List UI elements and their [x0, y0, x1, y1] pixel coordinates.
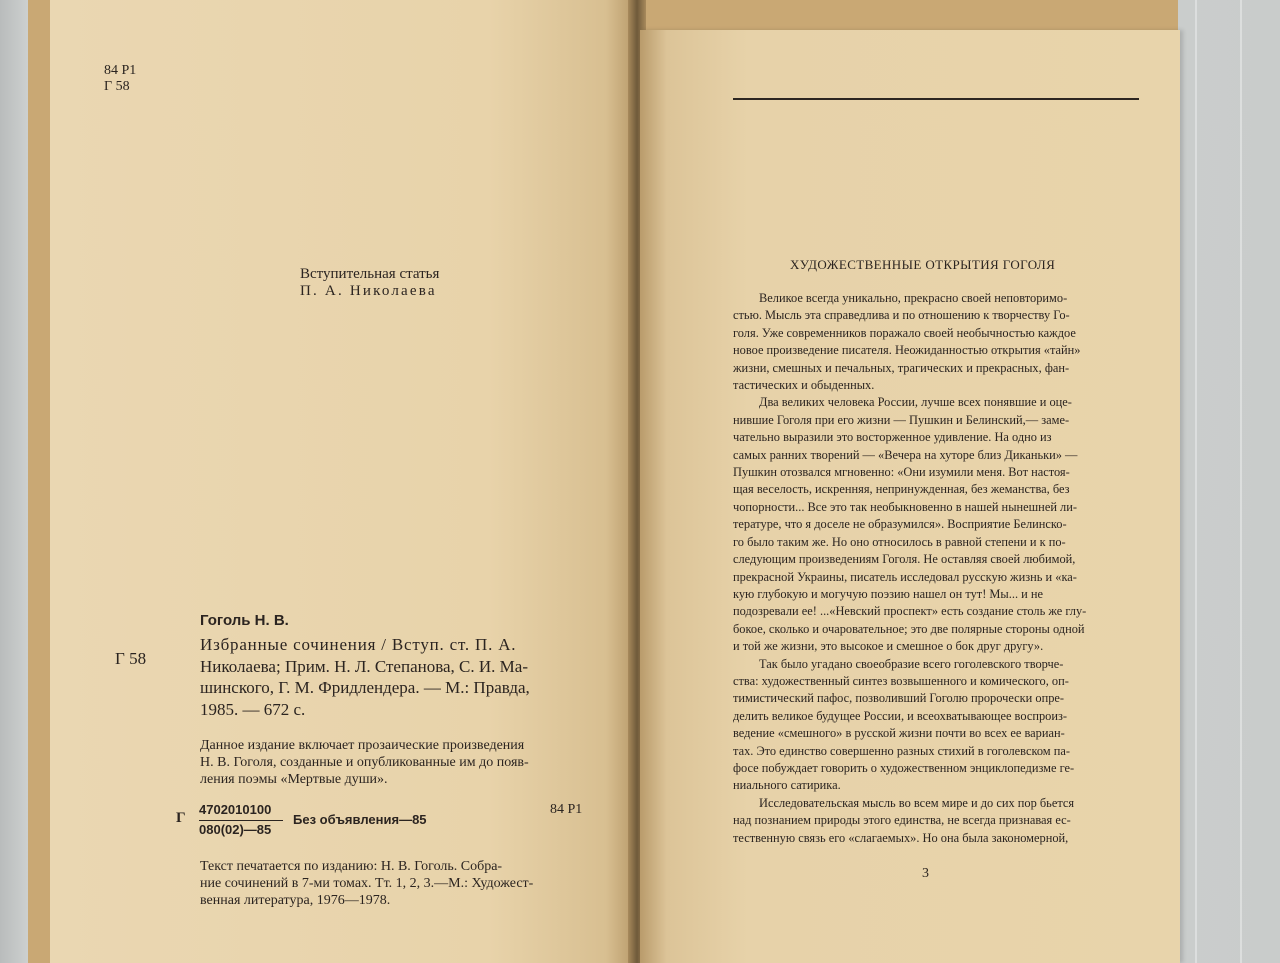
- text-line: новое произведение писателя. Неожиданностью открытия «тайн»: [733, 343, 1081, 358]
- source-note-line: ние сочинений в 7-ми томах. Тт. 1, 2, 3.—М.: Художест-: [200, 876, 534, 891]
- text-line: кую глубокую и могучую поэзию нашел он тут! Мы... и не: [733, 586, 1044, 601]
- index-code: Г 58: [115, 649, 147, 668]
- intro-author: П. А. Николаева: [300, 283, 437, 299]
- text-line: и той же жизни, это высокое и смешное о бок друг другу».: [733, 639, 1044, 654]
- bibliography-line: 1985. — 672 с.: [200, 699, 306, 719]
- annotation-line: ления поэмы «Мертвые души».: [200, 772, 388, 787]
- bibliography-line: Избранные сочинения / Вступ. ст. П. А.: [200, 635, 517, 654]
- text-line: следующим произведениям Гоголя. Не оставляя своей любимой,: [733, 552, 1076, 567]
- text-line: тературе, что я доселе не образумился». Восприятие Белинско-: [733, 517, 1067, 532]
- text-line: самых ранних творений — «Вечера на хуторе близ Диканьки» —: [733, 447, 1078, 462]
- text-line: щая веселость, искренняя, непринужденная, без жеманства, без: [733, 482, 1070, 497]
- text-line: тимистический пафос, позволивший Гоголю пророчески опре-: [733, 691, 1065, 706]
- text-line: Два великих человека России, лучше всех понявшие и оце-: [759, 395, 1072, 410]
- text-line: ведение «смешного» в русской жизни почти во всех ее вариан-: [733, 726, 1065, 741]
- book-author: Гоголь Н. В.: [200, 612, 289, 629]
- page-number: 3: [922, 866, 929, 881]
- source-note: [200, 858, 600, 909]
- text-line: Пушкин отозвался мгновенно: «Они изумили меня. Вот настоя-: [733, 465, 1070, 480]
- text-line: нившие Гоголя при его жизни — Пушкин и Белинский,— заме-: [733, 412, 1070, 427]
- text-line: подозревали ее! ...«Невский проспект» есть создание столь же глу-: [733, 604, 1087, 619]
- text-line: го было таким же. Но оно относилось в равной степени и к по-: [733, 534, 1066, 549]
- body-text: [733, 290, 1145, 847]
- fraction-line: [199, 820, 283, 821]
- class-code-bottom: 84 Р1: [550, 802, 583, 817]
- source-note-line: Текст печатается по изданию: Н. В. Гоголь. Собра-: [200, 859, 503, 874]
- text-line: тастических и обыденных.: [733, 378, 875, 393]
- text-line: прекрасной Украины, писатель исследовал русскую жизнь и «ка-: [733, 569, 1077, 584]
- text-line: бокое, сколько и очаровательное; это две полярные стороны одной: [733, 621, 1085, 636]
- bibliography-line: шинского, Г. М. Фридлендера. — М.: Правда,: [200, 678, 530, 697]
- g-letter: Г: [176, 810, 186, 826]
- text-line: ства: художественный синтез возвышенного и комического, оп-: [733, 673, 1069, 688]
- annotation-line: Н. В. Гоголя, созданные и опубликованные им до появ-: [200, 755, 529, 770]
- annotation: [200, 737, 600, 788]
- header-rule: [733, 98, 1139, 100]
- text-line: стью. Мысль эта справедлива и по отношению к творчеству Го-: [733, 308, 1070, 323]
- text-line: Так было угадано своеобразие всего гоголевского творче-: [759, 656, 1064, 671]
- text-line: чательно выразили это восторженное удивление. На одно из: [733, 430, 1052, 445]
- text-line: тественную связь его «слагаемых». Но она была закономерной,: [733, 830, 1069, 845]
- class-code-top: 84 Р1: [104, 63, 137, 78]
- chapter-heading: ХУДОЖЕСТВЕННЫЕ ОТКРЫТИЯ ГОГОЛЯ: [790, 257, 1056, 272]
- text-line: тах. Это единство совершенно разных стихий в гоголевском па-: [733, 743, 1070, 758]
- bibliography: [200, 634, 595, 720]
- text-line: делить великое будущее России, и всеохватывающее воспроиз-: [733, 708, 1068, 723]
- text-line: голя. Уже современников поражало своей необычностью каждое: [733, 325, 1076, 340]
- text-line: Великое всегда уникально, прекрасно своей неповторимо-: [759, 291, 1068, 305]
- code-denominator: 080(02)—85: [199, 822, 272, 837]
- no-announcement: Без объявления—85: [293, 812, 427, 827]
- intro-title: Вступительная статья: [300, 266, 440, 282]
- source-note-line: венная литература, 1976—1978.: [200, 893, 391, 908]
- text-line: фосе побуждает говорить о художественном энциклопедизме ге-: [733, 760, 1075, 775]
- bibliography-line: Николаева; Прим. Н. Л. Степанова, С. И. Ма-: [200, 656, 528, 676]
- code-numerator: 4702010100: [199, 802, 272, 817]
- text-line: Исследовательская мысль во всем мире и до сих пор бьется: [759, 795, 1075, 810]
- text-line: чопорности... Все это так необыкновенно в нашей нынешней ли-: [733, 499, 1077, 514]
- index-code-top: Г 58: [104, 79, 130, 94]
- annotation-line: Данное издание включает прозаические произведения: [200, 738, 525, 753]
- text-line: ниального сатирика.: [733, 778, 841, 793]
- text-line: жизни, смешных и печальных, трагических и прекрасных, фан-: [733, 360, 1070, 375]
- text-line: над познанием природы этого единства, не всегда признавая ес-: [733, 813, 1071, 828]
